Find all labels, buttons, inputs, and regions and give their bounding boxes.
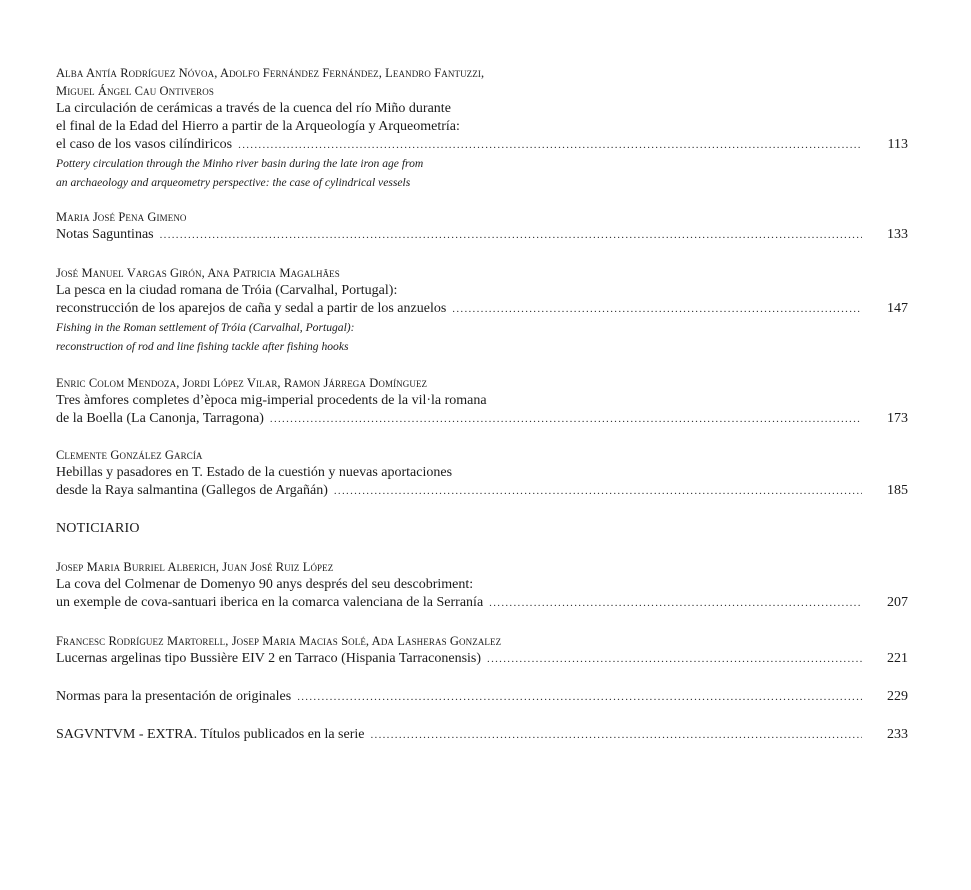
toc-entry xyxy=(56,374,908,428)
dot-leader xyxy=(160,226,862,244)
dot-leader xyxy=(489,594,862,612)
entry-title: desde la Raya salmantina (Gallegos de Argañán) xyxy=(56,483,328,498)
page-number: 207 xyxy=(887,595,908,610)
entry-authors: Alba Antía Rodríguez Nóvoa, Adolfo Fernández Fernández, Leandro Fantuzzi, xyxy=(56,66,485,80)
entry-title: SAGVNTVM - EXTRA. Títulos publicados en la serie xyxy=(56,727,365,742)
entry-title: Lucernas argelinas tipo Bussière EIV 2 en Tarraco (Hispania Tarraconensis) xyxy=(56,651,482,666)
toc-entry xyxy=(56,726,908,744)
dot-leader xyxy=(238,136,862,154)
toc-entry xyxy=(56,264,908,356)
entry-authors: Francesc Rodríguez Martorell, Josep Maria Macias Solé, Ada Lasheras Gonzalez xyxy=(56,634,502,648)
entry-translation: Pottery circulation through the Minho river basin during the late iron age from xyxy=(56,157,424,170)
entry-authors: Clemente González García xyxy=(56,448,203,462)
table-of-contents xyxy=(56,60,908,744)
toc-entry xyxy=(56,632,908,668)
entry-title-line[interactable] xyxy=(56,136,908,154)
page-number: 133 xyxy=(887,227,908,242)
dot-leader xyxy=(297,688,862,706)
dot-leader xyxy=(452,300,862,318)
section-heading: NOTICIARIO xyxy=(56,521,140,536)
entry-title-line[interactable] xyxy=(56,726,908,744)
entry-title: La pesca en la ciudad romana de Tróia (Carvalhal, Portugal): xyxy=(56,283,398,298)
entry-title-line[interactable] xyxy=(56,482,908,500)
entry-title: Hebillas y pasadores en T. Estado de la cuestión y nuevas aportaciones xyxy=(56,465,453,480)
dot-leader xyxy=(370,726,862,744)
page-number: 229 xyxy=(887,689,908,704)
entry-title: de la Boella (La Canonja, Tarragona) xyxy=(56,411,264,426)
page-number: 147 xyxy=(887,301,908,316)
entry-translation: an archaeology and arqueometry perspective: the case of cylindrical vessels xyxy=(56,176,411,189)
entry-title-line[interactable] xyxy=(56,594,908,612)
page-number: 173 xyxy=(887,411,908,426)
toc-entry xyxy=(56,208,908,244)
entry-title-line[interactable] xyxy=(56,688,908,706)
entry-translation: reconstruction of rod and line fishing tackle after fishing hooks xyxy=(56,340,349,353)
dot-leader xyxy=(270,410,862,428)
page-number: 221 xyxy=(887,651,908,666)
entry-title: Notas Saguntinas xyxy=(56,227,154,242)
entry-authors: Maria José Pena Gimeno xyxy=(56,210,187,224)
entry-title-line[interactable] xyxy=(56,226,908,244)
entry-title-line[interactable] xyxy=(56,300,908,318)
dot-leader xyxy=(334,482,862,500)
toc-entry xyxy=(56,446,908,500)
entry-title: el caso de los vasos cilíndiricos xyxy=(56,137,233,152)
toc-entry xyxy=(56,558,908,612)
toc-entry xyxy=(56,64,908,192)
page-number: 185 xyxy=(887,483,908,498)
entry-title: reconstrucción de los aparejos de caña y sedal a partir de los anzuelos xyxy=(56,301,447,316)
entry-authors: Josep Maria Burriel Alberich, Juan José Ruiz López xyxy=(56,560,334,574)
entry-title-line[interactable] xyxy=(56,650,908,668)
entry-title: un exemple de cova-santuari iberica en la comarca valenciana de la Serranía xyxy=(56,595,484,610)
toc-entry xyxy=(56,688,908,706)
entry-title: el final de la Edad del Hierro a partir de la Arqueología y Arqueometría: xyxy=(56,119,460,134)
dot-leader xyxy=(487,650,862,668)
entry-title-line[interactable] xyxy=(56,410,908,428)
entry-translation: Fishing in the Roman settlement of Tróia (Carvalhal, Portugal): xyxy=(56,321,355,334)
entry-title: La cova del Colmenar de Domenyo 90 anys després del seu descobriment: xyxy=(56,577,474,592)
entry-title: Normas para la presentación de originales xyxy=(56,689,292,704)
entry-authors: José Manuel Vargas Girón, Ana Patricia Magalhães xyxy=(56,266,340,280)
page-number: 113 xyxy=(887,137,908,152)
page-number: 233 xyxy=(887,727,908,742)
entry-authors: Enric Colom Mendoza, Jordi López Vilar, Ramon Járrega Domínguez xyxy=(56,376,428,390)
entry-authors: Miguel Ángel Cau Ontiveros xyxy=(56,84,214,98)
entry-title: La circulación de cerámicas a través de la cuenca del río Miño durante xyxy=(56,101,451,116)
entry-title: Tres àmfores completes d’època mig-imperial procedents de la vil·la romana xyxy=(56,393,487,408)
